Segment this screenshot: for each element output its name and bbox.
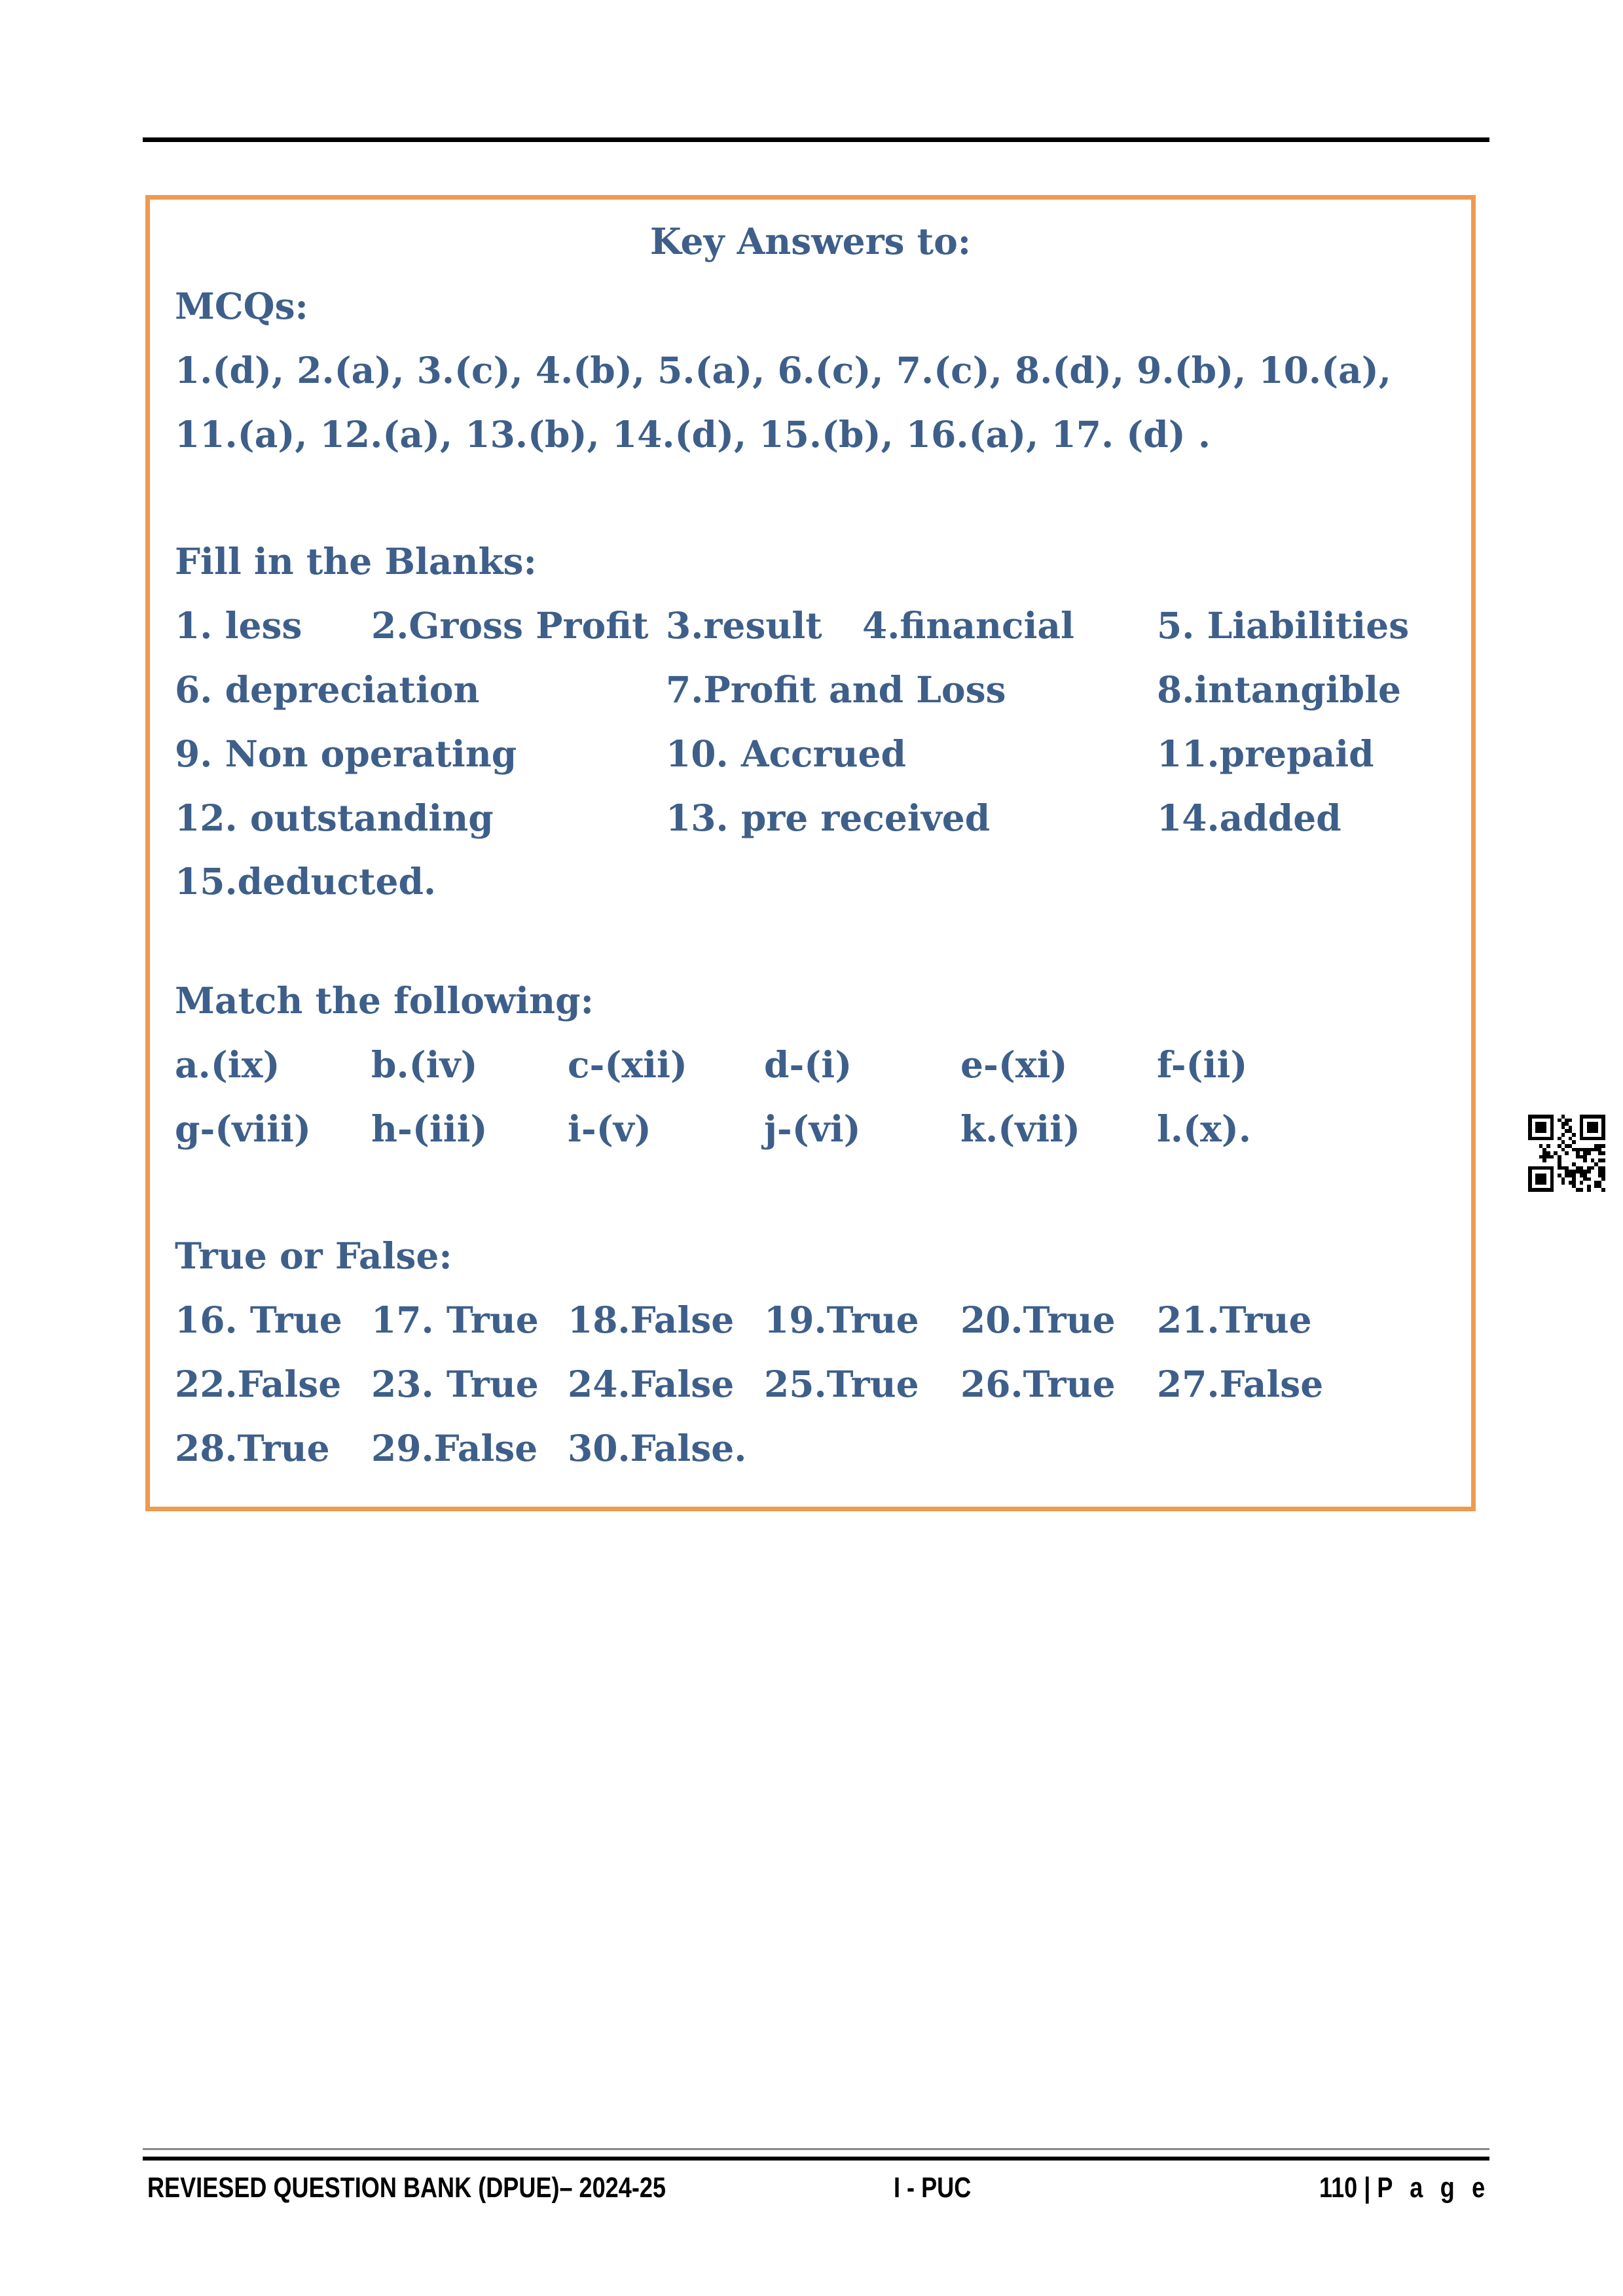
mcq-line-1: 1.(d), 2.(a), 3.(c), 4.(b), 5.(a), 6.(c), 7.(c), 8.(d), 9.(b), 10.(a),: [175, 349, 1391, 391]
fill-answer: 7.Profit and Loss: [666, 668, 1006, 711]
fill-answer: 1. less: [175, 604, 302, 647]
truefalse-heading: True or False:: [175, 1234, 452, 1277]
footer-book-title: REVIESED QUESTION BANK (DPUE)– 2024-25: [147, 2172, 666, 2204]
page-word: P a g e: [1377, 2172, 1491, 2204]
truefalse-answer: 16. True: [175, 1299, 342, 1341]
match-answer: d-(i): [764, 1043, 852, 1086]
match-answer: k.(vii): [960, 1107, 1081, 1150]
truefalse-answer: 25.True: [764, 1363, 919, 1405]
match-answer: f-(ii): [1157, 1043, 1248, 1086]
truefalse-answer: 26.True: [960, 1363, 1116, 1405]
match-heading: Match the following:: [175, 979, 594, 1022]
match-answer: b.(iv): [371, 1043, 478, 1086]
key-answers-box: [145, 195, 1476, 1511]
footer-class-label: I - PUC: [894, 2172, 972, 2204]
mcq-heading: MCQs:: [175, 285, 308, 327]
truefalse-answer: 22.False: [175, 1363, 342, 1405]
match-answer: c-(xii): [568, 1043, 687, 1086]
fill-answer: 13. pre received: [666, 797, 991, 839]
fill-answer: 6. depreciation: [175, 668, 480, 711]
fill-answer: 5. Liabilities: [1157, 604, 1410, 647]
qr-module: [1601, 1188, 1605, 1192]
fill-answer: 15.deducted.: [175, 860, 437, 903]
truefalse-answer: 17. True: [371, 1299, 539, 1341]
match-answer: j-(vi): [764, 1107, 861, 1150]
fill-answer: 9. Non operating: [175, 732, 517, 775]
truefalse-answer: 18.False: [568, 1299, 735, 1341]
footer-rule-thin: [143, 2148, 1489, 2150]
truefalse-answer: 23. True: [371, 1363, 539, 1405]
truefalse-answer: 21.True: [1157, 1299, 1312, 1341]
fill-answer: 4.financial: [862, 604, 1074, 647]
fill-answer: 8.intangible: [1157, 668, 1402, 711]
truefalse-answer: 27.False: [1157, 1363, 1324, 1405]
page-number: 110: [1319, 2172, 1358, 2204]
page-title: Key Answers to:: [649, 220, 972, 262]
page-separator: |: [1364, 2172, 1371, 2204]
truefalse-answer: 28.True: [175, 1427, 330, 1469]
match-answer: l.(x).: [1157, 1107, 1252, 1150]
fill-heading: Fill in the Blanks:: [175, 540, 537, 583]
truefalse-answer: 20.True: [960, 1299, 1116, 1341]
fill-answer: 3.result: [666, 604, 822, 647]
footer-rule: [143, 2157, 1489, 2161]
truefalse-answer: 19.True: [764, 1299, 919, 1341]
match-answer: g-(viii): [175, 1107, 311, 1150]
match-answer: h-(iii): [371, 1107, 488, 1150]
qr-code-icon: [1528, 1115, 1605, 1192]
truefalse-answer: 30.False.: [568, 1427, 747, 1469]
fill-answer: 14.added: [1157, 797, 1341, 839]
fill-answer: 11.prepaid: [1157, 732, 1374, 775]
footer-page-label: [1319, 2172, 1490, 2204]
match-answer: i-(v): [568, 1107, 651, 1150]
match-answer: a.(ix): [175, 1043, 280, 1086]
fill-answer: 10. Accrued: [666, 732, 906, 775]
fill-answer: 12. outstanding: [175, 797, 494, 839]
match-answer: e-(xi): [960, 1043, 1068, 1086]
truefalse-answer: 29.False: [371, 1427, 538, 1469]
fill-answer: 2.Gross Profit: [371, 604, 649, 647]
truefalse-answer: 24.False: [568, 1363, 735, 1405]
header-rule: [143, 137, 1489, 142]
mcq-line-2: 11.(a), 12.(a), 13.(b), 14.(d), 15.(b), 16.(a), 17. (d) .: [175, 413, 1211, 456]
